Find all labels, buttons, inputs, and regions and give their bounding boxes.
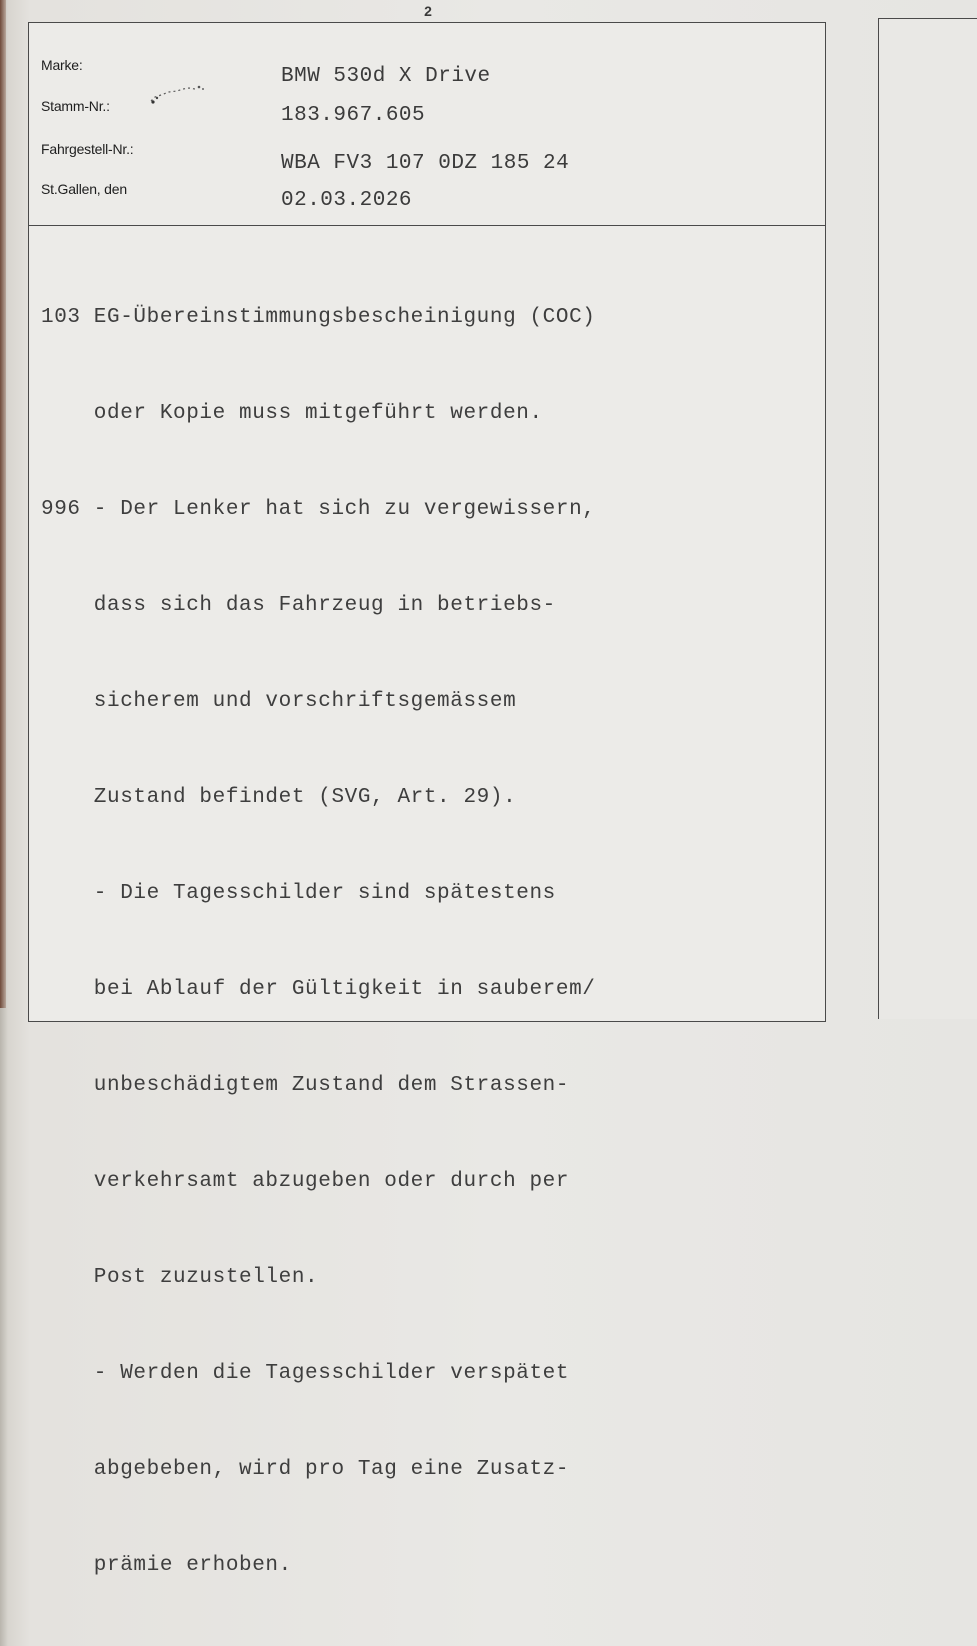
remark-line: verkehrsamt abzugeben oder durch per [41, 1170, 570, 1193]
field-label-date: St.Gallen, den [41, 181, 127, 197]
adjacent-sheet [878, 18, 977, 1019]
remark-line: abgebeben, wird pro Tag eine Zusatz- [41, 1458, 570, 1481]
field-label-stamm-nr: Stamm-Nr.: [41, 98, 110, 114]
page-number: 2 [424, 3, 432, 19]
remark-line: Zustand befindet (SVG, Art. 29). [41, 786, 517, 809]
remark-line: sicherem und vorschriftsgemässem [41, 690, 517, 713]
background-edge [0, 0, 6, 1008]
field-value-stamm-nr: 183.967.605 [281, 104, 426, 127]
remarks-text [41, 238, 596, 1646]
field-value-fahrgestell-nr: WBA FV3 107 0DZ 185 24 [281, 152, 570, 175]
vehicle-header-box [29, 23, 825, 226]
field-value-date: 02.03.2026 [281, 189, 413, 212]
remark-line: Post zuzustellen. [41, 1266, 319, 1289]
document-sheet [28, 22, 826, 1577]
remark-line: 103 EG-Übereinstimmungsbescheinigung (COC) [41, 306, 596, 329]
remark-line: dass sich das Fahrzeug in betriebs- [41, 594, 556, 617]
remark-line: bei Ablauf der Gültigkeit in sauberem/ [41, 978, 596, 1001]
remark-line: prämie erhoben. [41, 1554, 292, 1577]
field-label-fahrgestell-nr: Fahrgestell-Nr.: [41, 141, 134, 157]
remark-line: oder Kopie muss mitgeführt werden. [41, 402, 543, 425]
field-label-marke: Marke: [41, 57, 83, 73]
remark-line: unbeschädigtem Zustand dem Strassen- [41, 1074, 570, 1097]
remark-line: - Die Tagesschilder sind spätestens [41, 882, 556, 905]
remark-line: - Werden die Tagesschilder verspätet [41, 1362, 570, 1385]
field-value-marke: BMW 530d X Drive [281, 65, 491, 88]
ink-smudge-icon [149, 83, 209, 105]
remark-line: 996 - Der Lenker hat sich zu vergewissern, [41, 498, 596, 521]
